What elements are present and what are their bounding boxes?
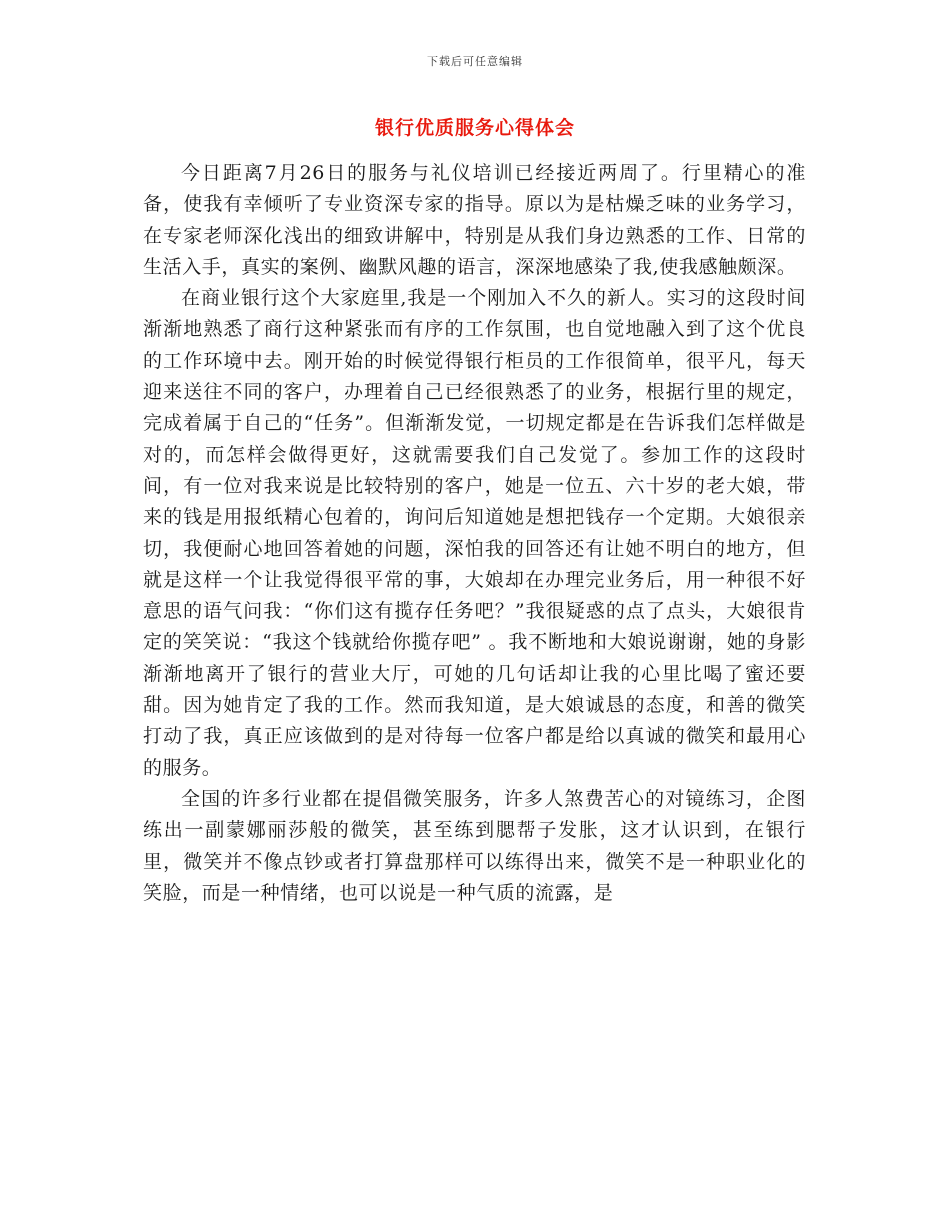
header-note: 下载后可任意编辑 xyxy=(427,55,523,68)
paragraph-2: 在商业银行这个大家庭里,我是一个刚加入不久的新人。实习的这段时间渐渐地熟悉了商行这种紧张而有序的工作氛围，也自觉地融入到了这个优良的工作环境中去。刚开始的时候觉得银行柜员的工作很简单，很平凡，每天迎来送往不同的客户，办理着自己已经很熟悉了的业务，根据行里的规定，完成着属于自己的“任务”。但渐渐发觉，一切规定都是在告诉我们怎样做是对的，而怎样会做得更好，这就需要我们自己发觉了。参加工作的这段时间，有一位对我来说是比较特别的客户，她是一位五、六十岁的老大娘，带来的钱是用报纸精心包着的，询问后知道她是想把钱存一个定期。大娘很亲切，我便耐心地回答着她的问题，深怕我的回答还有让她不明白的地方，但就是这样一个让我觉得很平常的事，大娘却在办理完业务后，用一种很不好意思的语气问我：“你们这有揽存任务吧？”我很疑惑的点了点头，大娘很肯定的笑笑说：“我这个钱就给你揽存吧” 。我不断地和大娘说谢谢，她的身影渐渐地离开了银行的营业大厅，可她的几句话却让我的心里比喝了蜜还要甜。因为她肯定了我的工作。然而我知道，是大娘诚恳的态度，和善的微笑打动了我，真正应该做到的是对待每一位客户都是给以真诚的微笑和最用心的服务。 xyxy=(143,287,806,779)
document-body xyxy=(143,158,806,909)
document-title: 银行优质服务心得体会 xyxy=(374,117,575,139)
paragraph-1: 今日距离7月26日的服务与礼仪培训已经接近两周了。行里精心的准备，使我有幸倾听了专业资深专家的指导。原以为是枯燥乏味的业务学习，在专家老师深化浅出的细致讲解中，特别是从我们身边熟悉的工作、日常的生活入手，真实的案例、幽默风趣的语言，深深地感染了我,使我感触颇深。 xyxy=(143,162,806,278)
paragraph-3: 全国的许多行业都在提倡微笑服务，许多人煞费苦心的对镜练习，企图练出一副蒙娜丽莎般的微笑，甚至练到腮帮子发胀，这才认识到，在银行里，微笑并不像点钞或者打算盘那样可以练得出来，微笑不是一种职业化的笑脸，而是一种情绪，也可以说是一种气质的流露，是 xyxy=(143,787,806,904)
